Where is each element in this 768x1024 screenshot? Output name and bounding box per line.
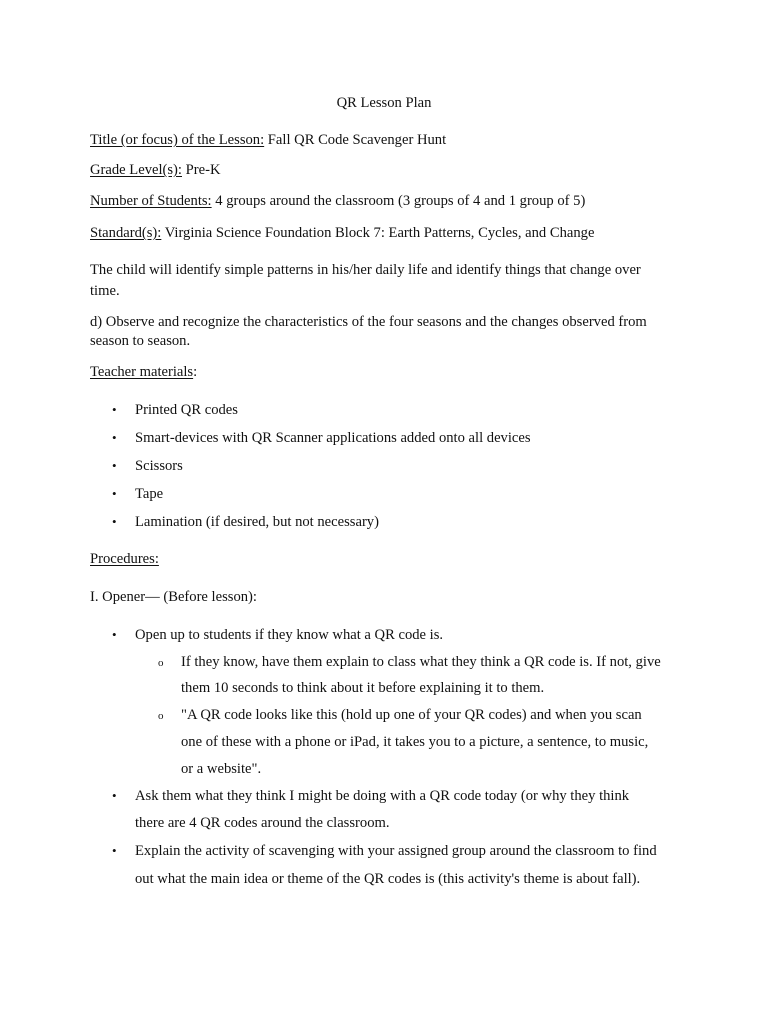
opener-heading: I. Opener— (Before lesson): [90, 589, 257, 605]
bullet-icon: • [112, 788, 117, 803]
standards-field [90, 224, 594, 242]
opener-subitem-line: them 10 seconds to think about it before explaining it to them. [181, 680, 545, 696]
grade-level-field [90, 161, 221, 179]
opener-item: there are 4 QR codes around the classroom. [135, 815, 390, 831]
sub-bullet-icon: o [158, 710, 164, 722]
lesson-title-value: Fall QR Code Scavenger Hunt [264, 132, 447, 148]
materials-item: Tape [135, 486, 164, 502]
paragraph-line: time. [90, 283, 120, 299]
grade-level-label: Grade Level(s): [90, 162, 182, 178]
materials-item: Lamination (if desired, but not necessary) [135, 514, 379, 530]
opener-item: out what the main idea or theme of the QR codes is (this activity's theme is about fall). [135, 871, 641, 887]
bullet-icon: • [112, 843, 117, 858]
document-title: QR Lesson Plan [336, 95, 432, 111]
number-of-students-value: 4 groups around the classroom (3 groups of 4 and 1 group of 5) [211, 193, 586, 209]
materials-item: Scissors [135, 458, 183, 474]
opener-item: Explain the activity of scavenging with your assigned group around the classroom to find [135, 843, 657, 859]
opener-item: Ask them what they think I might be doing with a QR code today (or why they think [135, 788, 630, 804]
procedures-label: Procedures: [90, 551, 159, 567]
paragraph-line: season to season. [90, 333, 191, 349]
materials-item: Printed QR codes [135, 402, 238, 418]
procedures-heading [90, 550, 159, 568]
materials-item: Smart-devices with QR Scanner applications added onto all devices [135, 430, 531, 446]
opener-subitem-line: "A QR code looks like this (hold up one of your QR codes) and when you scan [181, 707, 642, 723]
bullet-icon: • [112, 458, 117, 473]
bullet-icon: • [112, 627, 117, 642]
teacher-materials-label: Teacher materials [90, 364, 194, 380]
opener-item: Open up to students if they know what a QR code is. [135, 627, 444, 643]
lesson-title-field [90, 131, 446, 149]
paragraph-line: The child will identify simple patterns in his/her daily life and identify things that change over [90, 262, 641, 278]
opener-subitem-line: If they know, have them explain to class what they think a QR code is. If not, give [181, 654, 661, 670]
opener-subitem-line: or a website". [181, 761, 262, 777]
paragraph-line: d) Observe and recognize the characteristics of the four seasons and the changes observed from [90, 314, 647, 330]
standards-label: Standard(s): [90, 225, 162, 241]
standards-value: Virginia Science Foundation Block 7: Earth Patterns, Cycles, and Change [161, 225, 595, 241]
opener-subitem-line: one of these with a phone or iPad, it takes you to a picture, a sentence, to music, [181, 734, 649, 750]
bullet-icon: • [112, 430, 117, 445]
teacher-materials-heading [90, 363, 197, 381]
grade-level-value: Pre-K [181, 162, 221, 178]
number-of-students-label: Number of Students: [90, 193, 212, 209]
bullet-icon: • [112, 514, 117, 529]
sub-bullet-icon: o [158, 657, 164, 669]
teacher-materials-colon: : [193, 364, 198, 380]
bullet-icon: • [112, 486, 117, 501]
lesson-title-label: Title (or focus) of the Lesson: [90, 132, 265, 148]
bullet-icon: • [112, 402, 117, 417]
number-of-students-field [90, 192, 585, 210]
